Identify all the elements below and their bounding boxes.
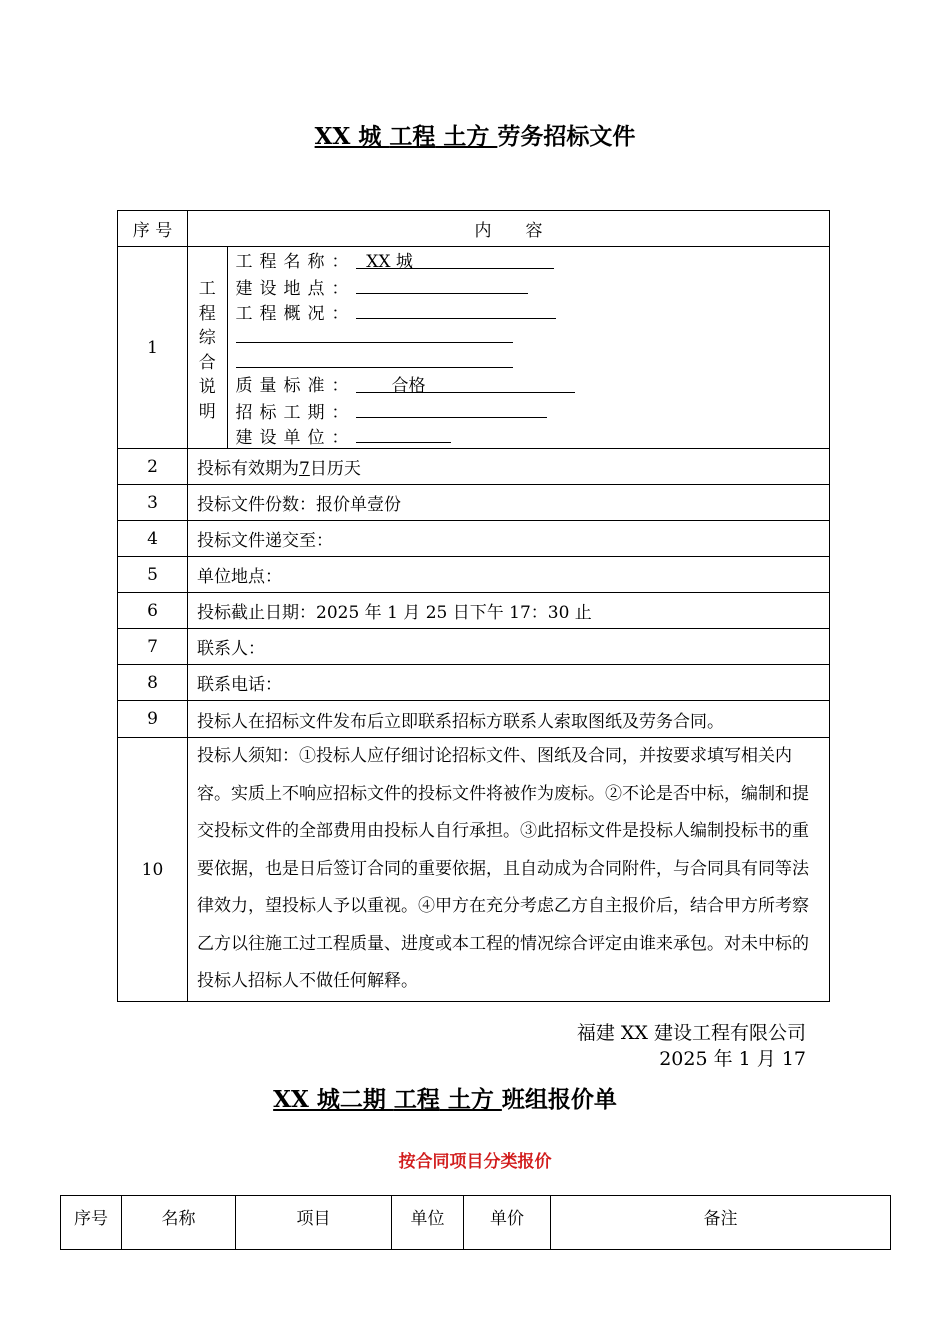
- issue-date: 2025 年 1 月 17: [659, 1048, 806, 1070]
- quote-title-project: XX 城二期: [273, 1086, 394, 1113]
- contact-phone: 联系电话：: [188, 665, 830, 701]
- title-work-type: 土方: [435, 123, 498, 150]
- field-construction-unit: 建设单位：: [236, 424, 830, 449]
- quote-table: [60, 1195, 891, 1250]
- quote-title: [0, 1081, 890, 1114]
- submission-to: 投标文件递交至：: [188, 521, 830, 557]
- quote-header-no: 序号: [61, 1196, 122, 1250]
- validity-days: 7: [299, 459, 310, 480]
- signature-block: [577, 1020, 806, 1072]
- tender-info-table: [117, 210, 830, 1002]
- field-project-name: 工程名称： XX 城: [236, 250, 830, 275]
- header-content: 内 容: [188, 211, 830, 247]
- title-doc-type: 劳务招标文件: [497, 123, 636, 150]
- project-summary-label: 工 程 综 合 说 明: [188, 247, 227, 448]
- quote-title-doc-type: 班组报价单: [501, 1086, 617, 1113]
- quote-header-item: 项目: [236, 1196, 392, 1250]
- field-location: 建设地点：: [236, 275, 830, 300]
- row-number: 8: [118, 665, 188, 701]
- row-number: 3: [118, 485, 188, 521]
- quote-header-price: 单价: [464, 1196, 551, 1250]
- validity-period: 投标有效期为7日历天: [188, 449, 830, 485]
- row-number: 7: [118, 629, 188, 665]
- header-no: 序 号: [118, 211, 188, 247]
- row-number: 9: [118, 701, 188, 738]
- deadline: 投标截止日期：2025 年 1 月 25 日下午 17：30 止: [188, 593, 830, 629]
- quote-subtitle: 按合同项目分类报价: [398, 1152, 552, 1172]
- field-overview: 工程概况：: [236, 300, 830, 325]
- title-project-word: 工程: [389, 123, 436, 150]
- field-quality: 质量标准： 合格: [236, 374, 830, 399]
- quote-title-project-word: 工程: [393, 1086, 440, 1113]
- quote-title-work-type: 土方: [439, 1086, 502, 1113]
- row-number: 6: [118, 593, 188, 629]
- field-overview-line-2: [236, 324, 830, 349]
- drawings-notice: 投标人在招标文件发布后立即联系招标方联系人索取图纸及劳务合同。: [188, 701, 830, 738]
- row-number: 5: [118, 557, 188, 593]
- project-summary-fields: [227, 247, 829, 448]
- row-number: 10: [118, 738, 188, 1002]
- quote-header-unit: 单位: [392, 1196, 464, 1250]
- row-number: 2: [118, 449, 188, 485]
- row-number: 1: [118, 247, 188, 449]
- field-overview-line-3: [236, 349, 830, 374]
- row-number: 4: [118, 521, 188, 557]
- unit-address: 单位地点：: [188, 557, 830, 593]
- bid-copies: 投标文件份数：报价单壹份: [188, 485, 830, 521]
- company-name: 福建 XX 建设工程有限公司: [576, 1022, 806, 1044]
- contact-person: 联系人：: [188, 629, 830, 665]
- document-title: [0, 118, 950, 151]
- quote-header-remarks: 备注: [551, 1196, 891, 1250]
- quote-header-name: 名称: [122, 1196, 236, 1250]
- field-period: 招标工期：: [236, 399, 830, 424]
- title-project-name: XX 城: [314, 123, 390, 150]
- bidder-notice: 投标人须知：①投标人应仔细讨论招标文件、图纸及合同，并按要求填写相关内容。实质上不响应招标文件的投标文件将被作为废标。②不论是否中标，编制和提交投标文件的全部费用由投标人自行承担。③此招标文件是投标人编制投标书的重要依据，也是日后签订合同的重要依据，且自动成为合同附件，与合同具有同等法律效力，望投标人予以重视。④甲方在充分考虑乙方自主报价后，结合甲方所考察乙方以往施工过工程质量、进度或本工程的情况综合评定由谁来承包。对未中标的投标人招标人不做任何解释。: [188, 738, 830, 1002]
